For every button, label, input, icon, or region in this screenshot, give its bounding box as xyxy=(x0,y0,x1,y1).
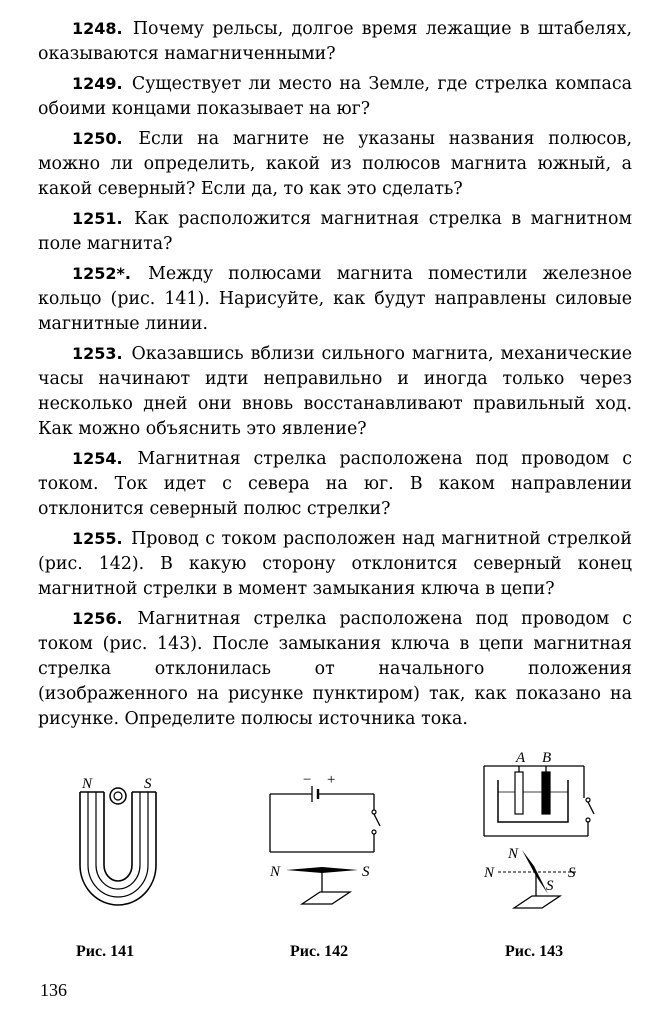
problem-1253 xyxy=(38,341,632,442)
problem-text: Если на магните не указаны названия полюсов, можно ли определить, какой из полюсов магнита южный, а какой северный? Если да, то как это сделать? xyxy=(38,129,632,199)
switch-key xyxy=(588,802,594,814)
problem-text: Магнитная стрелка расположена под проводом с током (рис. 143). После замыкания ключа в цепи магнитная стрелка отклонилась от начального положения (изображенного на рисунке пунктиром) так, как показано на рисунке. Определите полюсы источника тока. xyxy=(38,609,633,729)
needle-n-left-label: N xyxy=(484,865,495,881)
problem-list xyxy=(38,16,632,736)
electrode-a-label: A xyxy=(516,750,526,766)
cell-circuit-compass-drawing xyxy=(478,750,608,920)
page-number: 136 xyxy=(40,980,67,1000)
battery-minus-label: − xyxy=(302,772,313,788)
problem-text: Почему рельсы, долгое время лежащие в штабелях, оказываются намагниченными? xyxy=(38,19,632,64)
problem-number: 1254. xyxy=(72,449,123,468)
problem-text: Магнитная стрелка расположена под проводом с током. Ток идет с севера на юг. В каком направлении отклонится северный полюс стрелки? xyxy=(38,449,633,519)
figure-142-caption: Рис. 142 xyxy=(290,943,349,960)
problem-text: Оказавшись вблизи сильного магнита, механические часы начинают идти неправильно и иногда только через несколько дней они вновь восстанавливают правильный ход. Как можно объяснить это явление? xyxy=(38,344,633,439)
needle-n-label: N xyxy=(270,864,281,880)
needle-n-top-label: N xyxy=(508,846,519,862)
problem-number: 1256. xyxy=(72,609,123,628)
problem-1256 xyxy=(38,606,632,732)
figure-143 xyxy=(478,750,608,920)
problem-1248 xyxy=(38,16,632,67)
electrolyte-vessel xyxy=(498,780,568,822)
figure-143-caption: Рис. 143 xyxy=(505,943,564,960)
needle-s-bottom-label: S xyxy=(546,878,554,894)
problem-number: 1253. xyxy=(72,344,123,363)
problem-number: 1251. xyxy=(72,209,123,228)
problem-text: Существует ли место на Земле, где стрелка компаса обоими концами показывает на юг? xyxy=(38,74,632,119)
pole-n-label: N xyxy=(82,776,93,792)
problem-1250 xyxy=(38,126,632,202)
compass-stand xyxy=(514,896,560,908)
problem-1254 xyxy=(38,446,632,522)
needle-s-label: S xyxy=(362,864,370,880)
problem-number: 1249. xyxy=(72,74,123,93)
problem-1252 xyxy=(38,261,632,337)
iron-ring xyxy=(110,788,126,804)
problem-text: Как расположится магнитная стрелка в магнитном поле магнита? xyxy=(38,209,632,254)
circuit-compass-drawing xyxy=(262,770,392,920)
switch-key xyxy=(374,814,380,826)
problem-number: 1248. xyxy=(72,19,123,38)
compass-stand xyxy=(302,892,350,904)
figure-141-caption: Рис. 141 xyxy=(76,943,135,960)
pole-s-label: S xyxy=(144,776,152,792)
problem-1249 xyxy=(38,71,632,122)
electrode-a xyxy=(515,772,523,814)
figure-142 xyxy=(262,770,392,920)
problem-text: Провод с током расположен над магнитной стрелкой (рис. 142). В какую сторону отклонится северный конец магнитной стрелки в момент замыкания ключа в цепи? xyxy=(38,529,632,599)
problem-1251 xyxy=(38,206,632,257)
horseshoe-magnet-drawing xyxy=(66,770,166,920)
problem-1255 xyxy=(38,526,632,602)
problem-number: 1250. xyxy=(72,129,123,148)
problem-text: Между полюсами магнита поместили железное кольцо (рис. 141). Нарисуйте, как будут направлены силовые магнитные линии. xyxy=(38,264,632,334)
electrode-b xyxy=(542,772,550,814)
battery-plus-label: + xyxy=(326,772,337,788)
problem-number: 1255. xyxy=(72,529,123,548)
problem-number: 1252*. xyxy=(72,264,131,283)
needle-s-right-label: S xyxy=(568,865,576,881)
electrode-b-label: B xyxy=(542,750,552,766)
figure-141 xyxy=(66,770,166,920)
